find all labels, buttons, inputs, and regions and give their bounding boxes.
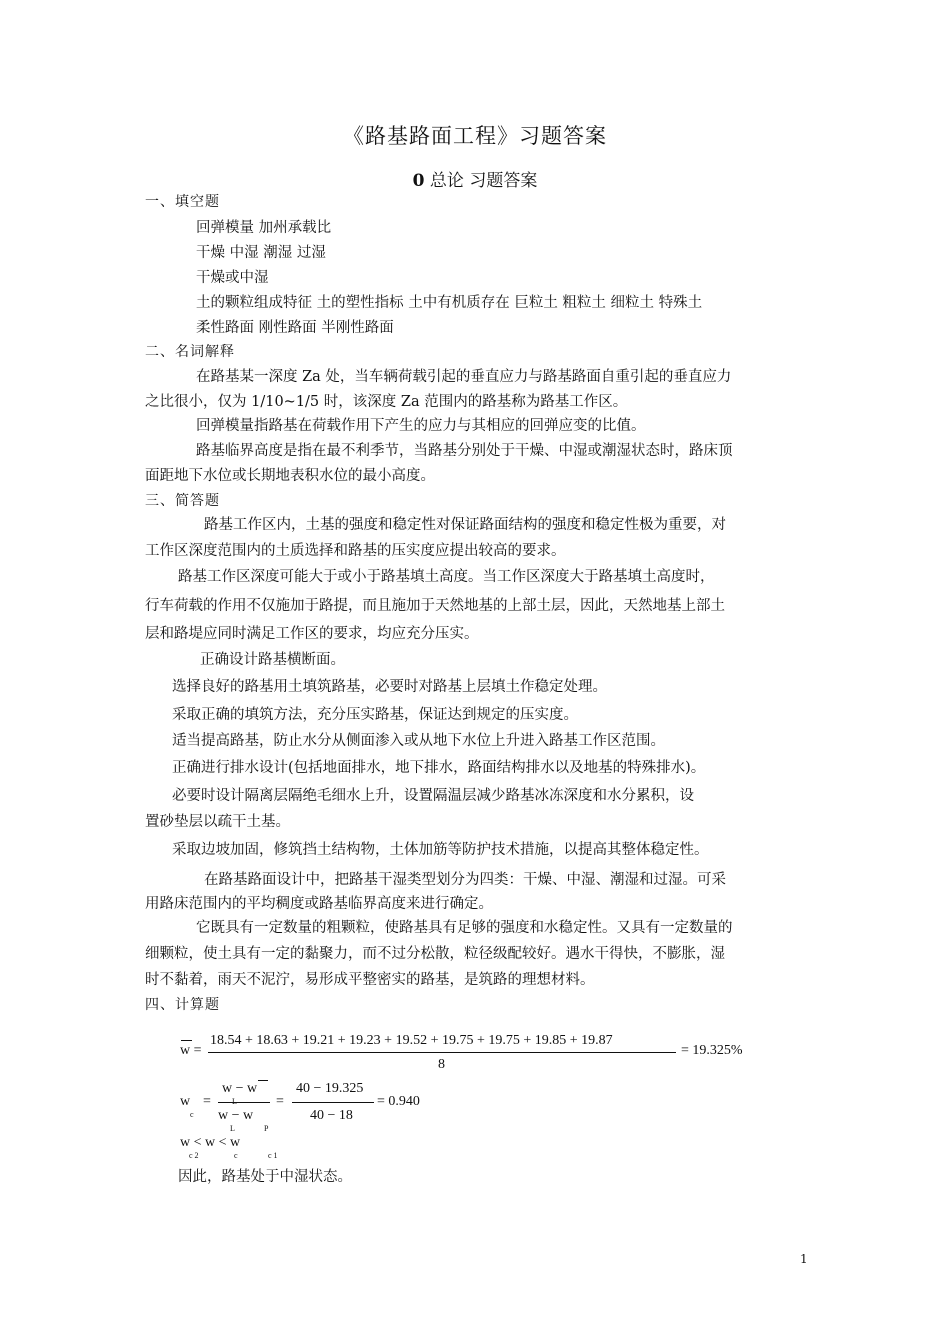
eq2-num2: 40 − 19.325 [296,1081,364,1096]
mean-overbar [181,1040,192,1041]
eq2-den1: w − w [218,1108,254,1123]
measure-item-7: 采取边坡加固，修筑挡土结构物，土体加筋等防护技术措施，以提高其整体稳定性。 [172,842,709,858]
eq1-lhs: w = [180,1043,202,1058]
section-4-heading: 四、计算题 [145,997,220,1013]
term-1-line-2: 之比很小，仅为 1/10~1/5 时，该深度 Za 范围内的路基称为路基工作区。 [145,394,628,410]
chapter-title: 总论 习题答案 [429,171,538,191]
fill-answer-1: 回弹模量 加州承载比 [196,220,332,236]
measure-item-3: 采取正确的填筑方法，充分压实路基，保证达到规定的压实度。 [172,707,578,723]
measure-item-6-line-1: 必要时设计隔离层隔绝毛细水上升，设置隔温层减少路基冰冻深度和水分累积，设 [172,788,694,804]
eq3-sub-c1: c 1 [268,1151,278,1160]
eq2-num1: w − w [222,1081,258,1096]
section-1-heading: 一、填空题 [145,194,220,210]
fill-answer-4: 土的颗粒组成特征 土的塑性指标 土中有机质存在 巨粒土 粗粒土 细粒土 特殊土 [196,295,703,311]
eq2-equals-2: = [276,1094,284,1109]
eq2-fraction-bar-1 [218,1102,270,1103]
eq3-inequality: w < w < w [180,1135,241,1150]
measure-item-4: 适当提高路基，防止水分从侧面渗入或从地下水位上升进入路基工作区范围。 [172,733,665,749]
conclusion: 因此，路基处于中湿状态。 [178,1169,352,1185]
term-1-line-1: 在路基某一深度 Za 处，当车辆荷载引起的垂直应力与路基路面自重引起的垂直应力 [196,369,732,385]
answer-2-line-2: 行车荷载的作用不仅施加于路提，而且施加于天然地基的上部土层，因此，天然地基上部土 [145,598,725,614]
answer-1-line-2: 工作区深度范围内的土质选择和路基的压实度应提出较高的要求。 [145,543,566,559]
chapter-number: 0 [412,171,425,191]
term-3-line-1: 路基临界高度是指在最不利季节，当路基分别处于干燥、中湿或潮湿状态时，路床顶 [196,443,733,459]
eq1-result: = 19.325% [681,1043,743,1058]
answer-5-line-3: 时不黏着，雨天不泥泞，易形成平整密实的路基，是筑路的理想材料。 [145,972,595,988]
eq2-den1-sub-l: L [230,1124,235,1133]
fill-answer-2: 干燥 中湿 潮湿 过湿 [196,245,326,261]
eq2-sub-c: c [190,1110,194,1119]
mean-overbar-2 [258,1080,268,1081]
answer-2-line-1: 路基工作区深度可能大于或小于路基填土高度。当工作区深度大于路基填土高度时， [178,569,715,585]
answer-1-line-1: 路基工作区内，土基的强度和稳定性对保证路面结构的强度和稳定性极为重要，对 [204,517,726,533]
eq2-den1-sub-p: P [264,1124,269,1133]
term-3-line-2: 面距地下水位或长期地表积水位的最小高度。 [145,468,435,484]
eq3-sub-c2: c 2 [189,1151,199,1160]
section-3-heading: 三、简答题 [145,493,220,509]
answer-4-line-2: 用路床范围内的平均稠度或路基临界高度来进行确定。 [145,896,493,912]
eq1-fraction-bar [208,1052,676,1053]
eq2-fraction-bar-2 [292,1102,374,1103]
answer-4-line-1: 在路基路面设计中，把路基干湿类型划分为四类：干燥、中湿、潮湿和过湿。可采 [204,872,726,888]
eq1-numerator: 18.54 + 18.63 + 19.21 + 19.23 + 19.52 + 19.75 + 19.75 + 19.85 + 19.87 [210,1033,613,1048]
term-2: 回弹模量指路基在荷载作用下产生的应力与其相应的回弹应变的比值。 [196,418,646,434]
page-number: 1 [800,1252,808,1266]
eq3-sub-c: c [234,1151,238,1160]
eq2-den2: 40 − 18 [310,1108,353,1123]
chapter-subtitle [0,166,950,191]
measure-item-2: 选择良好的路基用土填筑路基，必要时对路基上层填土作稳定处理。 [172,679,607,695]
measure-item-1: 正确设计路基横断面。 [200,652,345,668]
eq1-denominator: 8 [438,1057,445,1072]
fill-answer-5: 柔性路面 刚性路面 半刚性路面 [196,320,394,336]
measure-item-6-line-2: 置砂垫层以疏干土基。 [145,814,290,830]
eq2-result: = 0.940 [377,1094,420,1109]
answer-2-line-3: 层和路堤应同时满足工作区的要求，均应充分压实。 [145,626,479,642]
section-2-heading: 二、名词解释 [145,344,235,360]
measure-item-5: 正确进行排水设计(包括地面排水，地下排水，路面结构排水以及地基的特殊排水)。 [172,760,706,776]
document-title: 《路基路面工程》习题答案 [343,124,607,148]
answer-5-line-1: 它既具有一定数量的粗颗粒，使路基具有足够的强度和水稳定性。又具有一定数量的 [196,920,733,936]
answer-5-line-2: 细颗粒，使土具有一定的黏聚力，而不过分松散，粒径级配较好。遇水干得快，不膨胀，湿 [145,946,725,962]
fill-answer-3: 干燥或中湿 [196,270,269,286]
eq2-w: w [180,1094,191,1109]
eq2-equals: = [203,1094,211,1109]
